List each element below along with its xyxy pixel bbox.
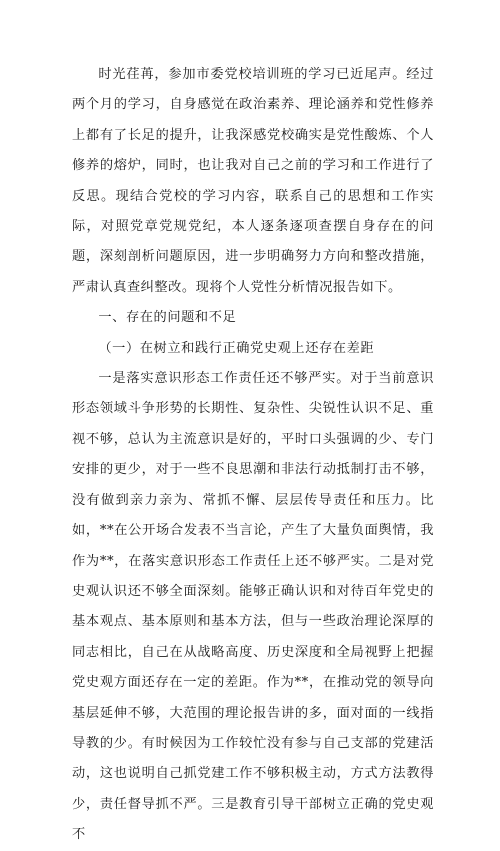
intro-paragraph: 时光荏苒，参加市委党校培训班的学习已近尾声。经过两个月的学习，自身感觉在政治素养、理论涵养和党性修养上都有了长足的提升，让我深感党校确实是党性酸炼、个人修养的熔炉，同时，也让我对自己之前的学习和工作进行了反思。现结合党校的学习内容，联系自己的思想和工作实际，对照党章党规党纪，本人逐条逐项查摆自身存在的问题，深刻剖析问题原因，进一步明确努力方向和整改措施，严肃认真查纠整改。现将个人党性分析情况报告如下。	[72, 67, 434, 295]
body-paragraph: 一是落实意识形态工作责任还不够严实。对于当前意识形态领域斗争形势的长期性、复杂性、尖锐性认识不足、重视不够，总认为主流意识是好的，平时口头强调的少、专门安排的更少，对于一些不良思潮和非法行动抵制打击不够，没有做到亲力亲为、常抓不懈、层层传导责任和压力。比如，**在公开场合发表不当言论，产生了大量负面舆情，我作为**，在落实意识形态工作责任上还不够严实。二是对党史观认识还不够全面深刻。能够正确认识和对待百年党史的基本观点、基本原则和基本方法，但与一些政治理论深厚的同志相比，自己在从战略高度、历史深度和全局视野上把握党史观方面还存在一定的差距。作为**，在推动党的领导向基层延伸不够，大范围的理论报告讲的多，面对面的一线指导教的少。有时候因为工作较忙没有参与自己支部的党建活动，这也说明自己抓党建工作不够积极主动，方式方法教得少，责任督导抓不严。三是教育引导干部树立正确的党史观不	[72, 371, 434, 843]
document-body	[72, 60, 434, 851]
section-heading: 一、存在的问题和不足	[98, 310, 237, 326]
subsection-heading: （一）在树立和践行正确党史观上还存在差距	[98, 340, 375, 356]
